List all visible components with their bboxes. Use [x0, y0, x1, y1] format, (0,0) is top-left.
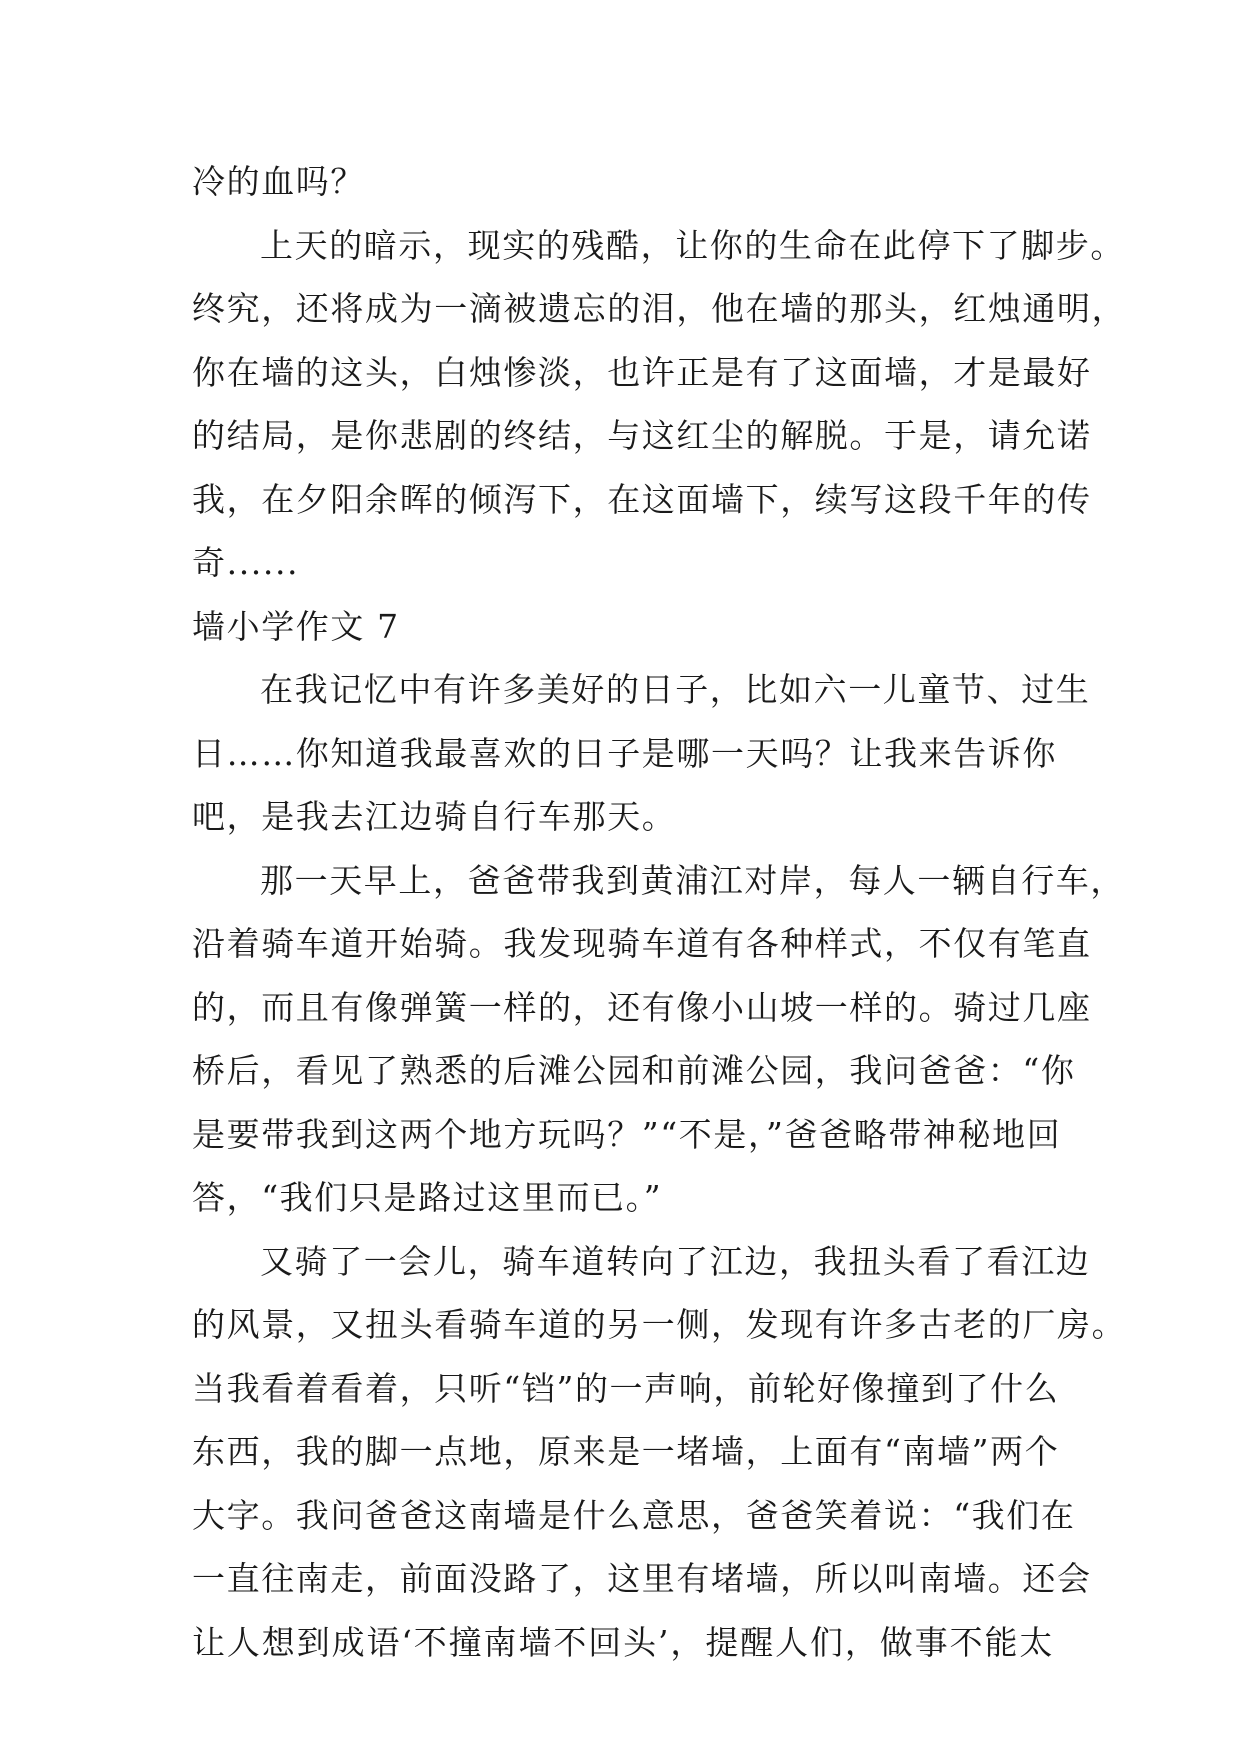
text-line: 上天的暗示，现实的残酷，让你的生命在此停下了脚步。 [260, 225, 1125, 265]
text-line: 吧，是我去江边骑自行车那天。 [192, 797, 677, 836]
text-line: 沿着骑车道开始骑。我发现骑车道有各种样式，不仅有笔直 [192, 924, 1092, 963]
text-line: 日……你知道我最喜欢的日子是哪一天吗？让我来告诉你 [192, 733, 1057, 773]
essay-title: 墙小学作文 7 [192, 606, 400, 646]
text-line: 一直往南走，前面没路了，这里有堵墙，所以叫南墙。还会 [192, 1559, 1092, 1598]
text-line: 的风景，又扭头看骑车道的另一侧，发现有许多古老的厂房。 [192, 1305, 1127, 1344]
paragraph-essay7-1 [192, 658, 1091, 849]
text-line: 答，“我们只是路过这里而已。” [192, 1178, 663, 1217]
text-line: 在我记忆中有许多美好的日子，比如六一儿童节、过生 [260, 670, 1091, 709]
text-line: 大字。我问爸爸这南墙是什么意思，爸爸笑着说：“我们在 [192, 1495, 1076, 1535]
paragraph-prev-1 [192, 150, 1054, 214]
text-line: 我，在夕阳余晖的倾泻下，在这面墙下，续写这段千年的传 [192, 479, 1092, 519]
text-line: 让人想到成语‘不撞南墙不回头’，提醒人们，做事不能太 [192, 1622, 1054, 1662]
document-body [192, 150, 1127, 1674]
text-line: 终究，还将成为一滴被遗忘的泪，他在墙的那头，红烛通明， [192, 289, 1127, 328]
paragraph-prev-2 [192, 214, 1127, 595]
paragraph-essay7-2 [192, 849, 1125, 1230]
text-line: 你在墙的这头，白烛惨淡，也许正是有了这面墙，才是最好 [192, 352, 1092, 392]
text-line: 当我看着看着，只听“铛”的一声响，前轮好像撞到了什么 [192, 1368, 1060, 1408]
text-line: 是要带我到这两个地方玩吗？”“不是，”爸爸略带神秘地回 [192, 1114, 1062, 1154]
paragraph-essay7-3 [192, 1230, 1127, 1675]
text-line: 的结局，是你悲剧的终结，与这红尘的解脱。于是，请允诺 [192, 416, 1092, 455]
text-line: 又骑了一会儿，骑车道转向了江边，我扭头看了看江边 [260, 1241, 1091, 1281]
text-line: 那一天早上，爸爸带我到黄浦江对岸，每人一辆自行车， [260, 860, 1125, 900]
text-line: 桥后，看见了熟悉的后滩公园和前滩公园，我问爸爸：“你 [192, 1051, 1076, 1090]
text-line: 东西，我的脚一点地，原来是一堵墙，上面有“南墙”两个 [192, 1432, 1060, 1471]
text-line: 冷的血吗？ [192, 162, 365, 201]
text-line: 奇...... [192, 543, 300, 582]
text-line: 的，而且有像弹簧一样的，还有像小山坡一样的。骑过几座 [192, 987, 1092, 1027]
